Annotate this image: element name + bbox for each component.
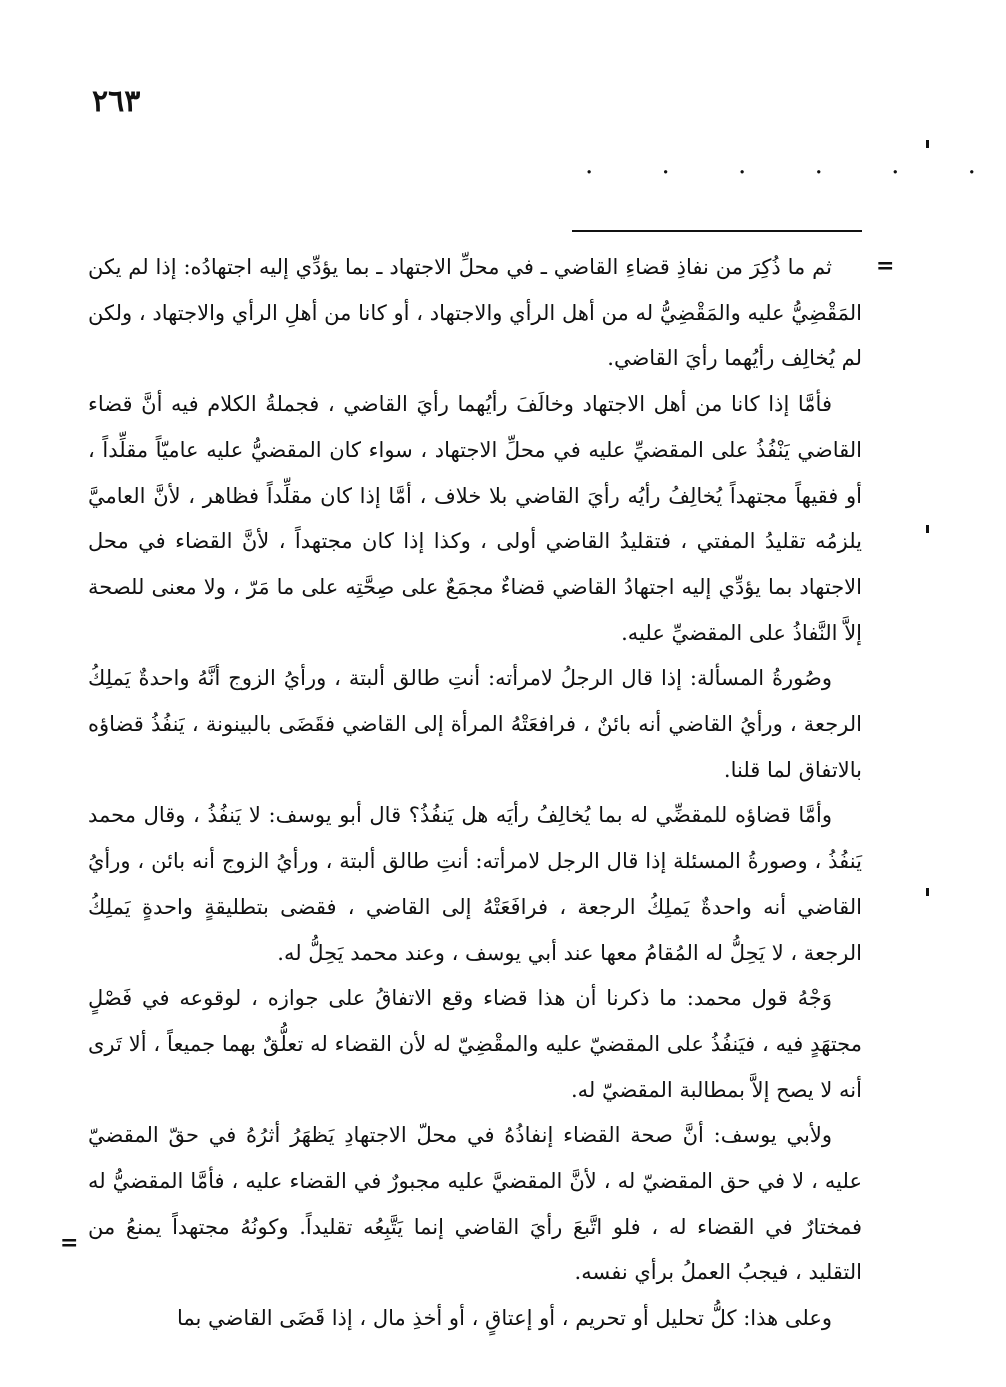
paragraph-2: فأمَّا إذا كانا من أهل الاجتهاد وخالَفَ رأيُهما رأيَ القاضي ، فجملةُ الكلام فيه أنَّ قضاء القاضي يَنْفُذُ على المقضيِّ عليه في محلِّ الاجتهاد ، سواء كان المقضيُّ عليه عاميّاً مقلِّداً ، أو فقيهاً مجتهداً يُخالِفُ رأيُه رأيَ القاضي بلا خلاف ، أمَّا إذا كان مقلِّداً فظاهر ، لأنَّ العاميَّ يلزمُه تقليدُ المفتي ، فتقليدُ القاضي أولى ، وكذا إذا كان مجتهداً ، لأنَّ القضاء في محل الاجتهاد بما يؤدِّي إليه اجتهادُ القاضي قضاءٌ مجمَعٌ على صِحَّتِه على ما مَرّ ، ولا معنى للصحة إلاَّ النَّفاذُ على المقضيِّ عليه. xyxy=(88,392,862,645)
margin-tick xyxy=(926,525,929,533)
paragraph-1: ثم ما ذُكِرَ من نفاذِ قضاءِ القاضي ـ في محلِّ الاجتهاد ـ بما يؤدِّي إليه اجتهادُه: إذا لم يكن المَقْضِيُّ عليه والمَقْضِيُّ له من أهل الرأي والاجتهاد ، أو كانا من أهلِ الرأي والاجتهاد ، ولكن لم يُخالِف رأيُهما رأيَ القاضي. xyxy=(88,255,862,371)
margin-tick xyxy=(926,888,929,896)
paragraph-7: وعلى هذا: كلُّ تحليل أو تحريم ، أو إعتاقٍ ، أو أخذِ مال ، إذا قَضَى القاضي بما xyxy=(176,1306,832,1331)
continuation-mark-bottom: = xyxy=(60,1230,79,1256)
ellipsis-dots: . . . . . . xyxy=(585,150,1006,180)
paragraph-3: وصُورةُ المسألة: إذا قال الرجلُ لامرأته: أنتِ طالق ألبتة ، ورأيُ الزوج أنَّهُ واحدةٌ يَملِكُ الرجعة ، ورأيُ القاضي أنه بائنٌ ، فرافعَتْهُ المرأة إلى القاضي فقَضَى بالبينونة ، يَنفُذُ قضاؤه بالاتفاق لما قلنا. xyxy=(88,666,862,782)
margin-tick xyxy=(926,140,929,148)
footnote-separator xyxy=(572,230,862,232)
page-body xyxy=(88,245,862,1342)
paragraph-4: وأمَّا قضاؤه للمقضِّي له بما يُخالِفُ رأيَه هل يَنفُذُ؟ قال أبو يوسف: لا يَنفُذُ ، وقال محمد يَنفُذُ ، وصورةُ المسئلة إذا قال الرجل لامرأته: أنتِ طالق ألبتة ، ورأيُ الزوج أنه بائن ، ورأيُ القاضي أنه واحدةٌ يَملِكُ الرجعة ، فرافَعَتْهُ إلى القاضي ، فقضى بتطليقةٍ واحدةٍ يَملِكُ الرجعة ، لا يَحِلُّ له المُقامُ معها عند أبي يوسف ، وعند محمد يَحِلُّ له. xyxy=(88,803,862,965)
continuation-mark-top: = xyxy=(876,253,895,279)
paragraph-5: وَجْهُ قول محمد: ما ذكرنا أن هذا قضاء وقع الاتفاقُ على جوازه ، لوقوعه في فَصْلٍ مجتهَدٍ فيه ، فيَنفُذُ على المقضيّ عليه والمقْضِيّ له لأن القضاء له تعلُّقٌ بهما جميعاً ، ألا تَرى أنه لا يصح إلاَّ بمطالبة المقضيّ له. xyxy=(88,986,862,1102)
page-number: ٢٦٣ xyxy=(92,84,141,119)
paragraph-6: ولأبي يوسف: أنَّ صحة القضاء إنفاذُهُ في محلّ الاجتهادِ يَظهَرُ أثرُهُ في حقّ المقضيّ عليه ، لا في حق المقضيّ له ، لأنَّ المقضيَّ عليه مجبورٌ في القضاء عليه ، فأمَّا المقضيُّ له فمختارٌ في القضاء له ، فلو اتَّبعَ رأيَ القاضي إنما يَتَّبِعُه تقليداً. وكونُهُ مجتهداً يمنعُ من التقليد ، فيجبُ العملُ برأي نفسه. xyxy=(88,1123,862,1285)
